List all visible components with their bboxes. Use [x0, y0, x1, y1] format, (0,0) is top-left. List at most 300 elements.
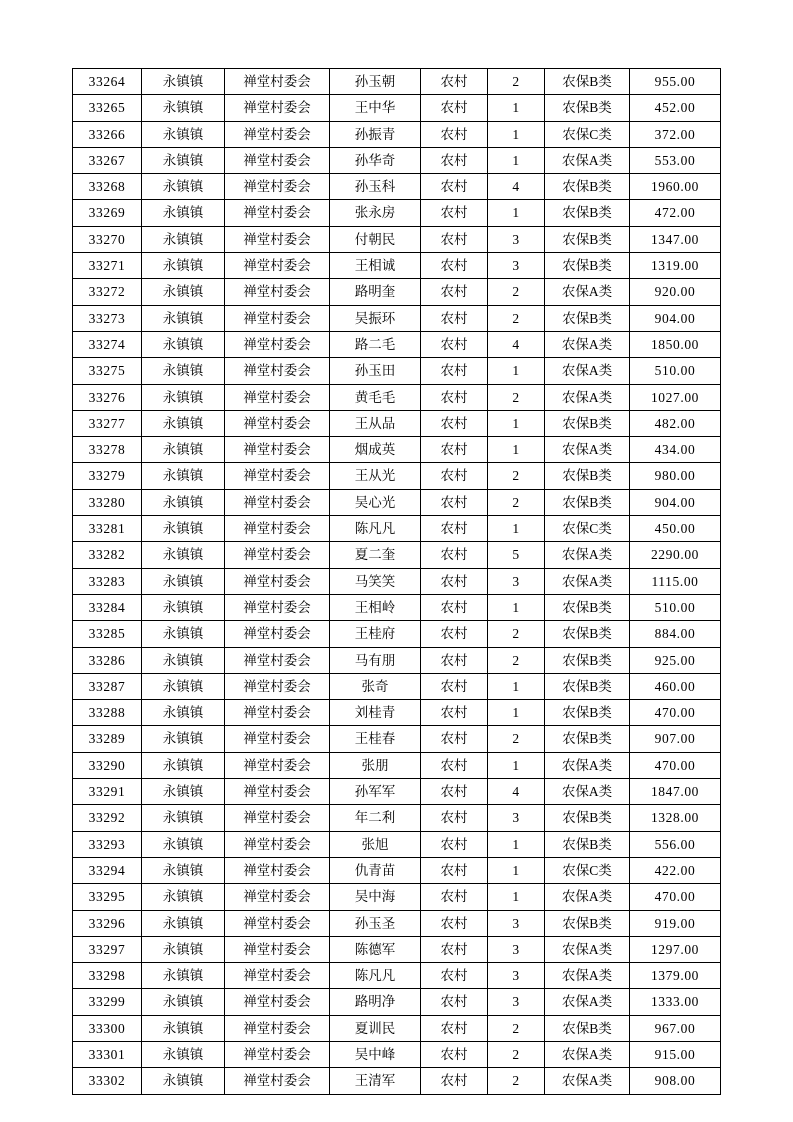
- cell-category: 农保B类: [545, 805, 630, 831]
- cell-village: 禅堂村委会: [225, 69, 330, 95]
- cell-village: 禅堂村委会: [225, 516, 330, 542]
- cell-amount: 904.00: [630, 305, 721, 331]
- cell-count: 4: [488, 331, 545, 357]
- cell-id: 33265: [73, 95, 142, 121]
- cell-village: 禅堂村委会: [225, 95, 330, 121]
- cell-category: 农保C类: [545, 121, 630, 147]
- cell-village: 禅堂村委会: [225, 542, 330, 568]
- cell-type: 农村: [421, 857, 488, 883]
- cell-id: 33272: [73, 279, 142, 305]
- cell-count: 1: [488, 831, 545, 857]
- cell-type: 农村: [421, 253, 488, 279]
- cell-id: 33274: [73, 331, 142, 357]
- cell-town: 永镇镇: [142, 305, 225, 331]
- table-row: [73, 989, 721, 1015]
- cell-town: 永镇镇: [142, 700, 225, 726]
- cell-town: 永镇镇: [142, 568, 225, 594]
- cell-name: 王从光: [330, 463, 421, 489]
- cell-type: 农村: [421, 805, 488, 831]
- cell-town: 永镇镇: [142, 779, 225, 805]
- cell-name: 王中华: [330, 95, 421, 121]
- cell-town: 永镇镇: [142, 121, 225, 147]
- cell-category: 农保A类: [545, 542, 630, 568]
- cell-village: 禅堂村委会: [225, 752, 330, 778]
- cell-amount: 1027.00: [630, 384, 721, 410]
- cell-name: 孙玉田: [330, 358, 421, 384]
- cell-count: 1: [488, 594, 545, 620]
- cell-name: 张旭: [330, 831, 421, 857]
- cell-category: 农保B类: [545, 95, 630, 121]
- cell-id: 33264: [73, 69, 142, 95]
- cell-name: 吴中峰: [330, 1041, 421, 1067]
- cell-category: 农保C类: [545, 857, 630, 883]
- cell-type: 农村: [421, 69, 488, 95]
- cell-category: 农保B类: [545, 305, 630, 331]
- cell-amount: 1297.00: [630, 936, 721, 962]
- table-row: [73, 1015, 721, 1041]
- cell-type: 农村: [421, 331, 488, 357]
- cell-category: 农保B类: [545, 673, 630, 699]
- table-row: [73, 147, 721, 173]
- cell-type: 农村: [421, 910, 488, 936]
- cell-category: 农保A类: [545, 358, 630, 384]
- cell-category: 农保B类: [545, 910, 630, 936]
- cell-type: 农村: [421, 831, 488, 857]
- cell-village: 禅堂村委会: [225, 1068, 330, 1094]
- cell-amount: 470.00: [630, 884, 721, 910]
- cell-name: 王相诚: [330, 253, 421, 279]
- table-row: [73, 884, 721, 910]
- table-row: [73, 752, 721, 778]
- table-row: [73, 279, 721, 305]
- table-row: [73, 700, 721, 726]
- cell-id: 33292: [73, 805, 142, 831]
- cell-id: 33288: [73, 700, 142, 726]
- cell-village: 禅堂村委会: [225, 200, 330, 226]
- cell-count: 1: [488, 410, 545, 436]
- cell-type: 农村: [421, 726, 488, 752]
- cell-category: 农保A类: [545, 279, 630, 305]
- cell-name: 烟成英: [330, 437, 421, 463]
- cell-town: 永镇镇: [142, 410, 225, 436]
- cell-amount: 907.00: [630, 726, 721, 752]
- cell-village: 禅堂村委会: [225, 647, 330, 673]
- cell-id: 33297: [73, 936, 142, 962]
- table-row: [73, 831, 721, 857]
- cell-type: 农村: [421, 305, 488, 331]
- cell-type: 农村: [421, 989, 488, 1015]
- cell-town: 永镇镇: [142, 516, 225, 542]
- table-row: [73, 253, 721, 279]
- cell-village: 禅堂村委会: [225, 884, 330, 910]
- cell-count: 1: [488, 752, 545, 778]
- cell-name: 夏二奎: [330, 542, 421, 568]
- cell-name: 孙军军: [330, 779, 421, 805]
- cell-count: 2: [488, 463, 545, 489]
- cell-count: 1: [488, 358, 545, 384]
- cell-category: 农保B类: [545, 1015, 630, 1041]
- table-row: [73, 174, 721, 200]
- cell-town: 永镇镇: [142, 226, 225, 252]
- cell-category: 农保B类: [545, 700, 630, 726]
- table-row: [73, 69, 721, 95]
- cell-town: 永镇镇: [142, 831, 225, 857]
- cell-type: 农村: [421, 621, 488, 647]
- cell-count: 2: [488, 1041, 545, 1067]
- cell-name: 孙玉科: [330, 174, 421, 200]
- cell-type: 农村: [421, 200, 488, 226]
- cell-name: 夏训民: [330, 1015, 421, 1041]
- cell-type: 农村: [421, 489, 488, 515]
- cell-village: 禅堂村委会: [225, 253, 330, 279]
- table-row: [73, 489, 721, 515]
- cell-type: 农村: [421, 516, 488, 542]
- cell-amount: 2290.00: [630, 542, 721, 568]
- cell-count: 2: [488, 489, 545, 515]
- table-row: [73, 857, 721, 883]
- table-row: [73, 437, 721, 463]
- cell-town: 永镇镇: [142, 673, 225, 699]
- cell-name: 陈凡凡: [330, 516, 421, 542]
- cell-id: 33266: [73, 121, 142, 147]
- cell-count: 3: [488, 910, 545, 936]
- cell-type: 农村: [421, 121, 488, 147]
- cell-count: 2: [488, 621, 545, 647]
- cell-category: 农保B类: [545, 410, 630, 436]
- cell-village: 禅堂村委会: [225, 700, 330, 726]
- cell-id: 33296: [73, 910, 142, 936]
- cell-name: 年二利: [330, 805, 421, 831]
- cell-amount: 434.00: [630, 437, 721, 463]
- cell-amount: 925.00: [630, 647, 721, 673]
- cell-village: 禅堂村委会: [225, 936, 330, 962]
- cell-village: 禅堂村委会: [225, 963, 330, 989]
- cell-amount: 919.00: [630, 910, 721, 936]
- cell-village: 禅堂村委会: [225, 174, 330, 200]
- table-row: [73, 358, 721, 384]
- cell-town: 永镇镇: [142, 69, 225, 95]
- cell-name: 吴中海: [330, 884, 421, 910]
- cell-town: 永镇镇: [142, 174, 225, 200]
- cell-town: 永镇镇: [142, 1041, 225, 1067]
- cell-category: 农保A类: [545, 1041, 630, 1067]
- cell-category: 农保A类: [545, 1068, 630, 1094]
- cell-amount: 908.00: [630, 1068, 721, 1094]
- table-row: [73, 331, 721, 357]
- cell-count: 1: [488, 95, 545, 121]
- table-row: [73, 568, 721, 594]
- cell-town: 永镇镇: [142, 253, 225, 279]
- table-row: [73, 1041, 721, 1067]
- table-row: [73, 384, 721, 410]
- cell-village: 禅堂村委会: [225, 489, 330, 515]
- cell-category: 农保A类: [545, 884, 630, 910]
- cell-id: 33284: [73, 594, 142, 620]
- cell-id: 33291: [73, 779, 142, 805]
- cell-type: 农村: [421, 647, 488, 673]
- table-row: [73, 963, 721, 989]
- cell-type: 农村: [421, 542, 488, 568]
- cell-category: 农保A类: [545, 779, 630, 805]
- cell-id: 33289: [73, 726, 142, 752]
- cell-amount: 472.00: [630, 200, 721, 226]
- cell-village: 禅堂村委会: [225, 410, 330, 436]
- cell-id: 33279: [73, 463, 142, 489]
- cell-amount: 1850.00: [630, 331, 721, 357]
- cell-count: 1: [488, 673, 545, 699]
- cell-amount: 967.00: [630, 1015, 721, 1041]
- cell-town: 永镇镇: [142, 463, 225, 489]
- cell-id: 33294: [73, 857, 142, 883]
- cell-id: 33273: [73, 305, 142, 331]
- table-row: [73, 805, 721, 831]
- cell-amount: 1379.00: [630, 963, 721, 989]
- cell-town: 永镇镇: [142, 857, 225, 883]
- cell-type: 农村: [421, 463, 488, 489]
- cell-village: 禅堂村委会: [225, 147, 330, 173]
- cell-name: 付朝民: [330, 226, 421, 252]
- cell-count: 3: [488, 805, 545, 831]
- cell-type: 农村: [421, 1015, 488, 1041]
- cell-id: 33287: [73, 673, 142, 699]
- cell-category: 农保B类: [545, 69, 630, 95]
- cell-id: 33286: [73, 647, 142, 673]
- table-row: [73, 200, 721, 226]
- cell-name: 王清军: [330, 1068, 421, 1094]
- cell-count: 2: [488, 1068, 545, 1094]
- cell-id: 33270: [73, 226, 142, 252]
- cell-town: 永镇镇: [142, 489, 225, 515]
- cell-amount: 460.00: [630, 673, 721, 699]
- cell-amount: 1333.00: [630, 989, 721, 1015]
- cell-category: 农保A类: [545, 989, 630, 1015]
- cell-count: 3: [488, 253, 545, 279]
- cell-type: 农村: [421, 437, 488, 463]
- cell-id: 33275: [73, 358, 142, 384]
- cell-count: 3: [488, 226, 545, 252]
- cell-type: 农村: [421, 147, 488, 173]
- cell-town: 永镇镇: [142, 936, 225, 962]
- cell-village: 禅堂村委会: [225, 1041, 330, 1067]
- cell-category: 农保B类: [545, 594, 630, 620]
- cell-village: 禅堂村委会: [225, 910, 330, 936]
- cell-village: 禅堂村委会: [225, 437, 330, 463]
- table-row: [73, 910, 721, 936]
- table-row: [73, 673, 721, 699]
- cell-type: 农村: [421, 568, 488, 594]
- cell-name: 刘桂青: [330, 700, 421, 726]
- cell-amount: 1115.00: [630, 568, 721, 594]
- cell-amount: 1960.00: [630, 174, 721, 200]
- cell-id: 33277: [73, 410, 142, 436]
- cell-type: 农村: [421, 594, 488, 620]
- cell-name: 黄毛毛: [330, 384, 421, 410]
- cell-category: 农保B类: [545, 226, 630, 252]
- cell-count: 4: [488, 779, 545, 805]
- cell-id: 33290: [73, 752, 142, 778]
- cell-name: 王桂府: [330, 621, 421, 647]
- cell-town: 永镇镇: [142, 647, 225, 673]
- cell-amount: 510.00: [630, 358, 721, 384]
- cell-category: 农保A类: [545, 384, 630, 410]
- cell-id: 33280: [73, 489, 142, 515]
- cell-village: 禅堂村委会: [225, 121, 330, 147]
- cell-name: 马有朋: [330, 647, 421, 673]
- cell-count: 1: [488, 121, 545, 147]
- cell-type: 农村: [421, 226, 488, 252]
- table-row: [73, 226, 721, 252]
- cell-id: 33295: [73, 884, 142, 910]
- cell-count: 2: [488, 69, 545, 95]
- cell-id: 33298: [73, 963, 142, 989]
- cell-category: 农保A类: [545, 437, 630, 463]
- cell-amount: 1847.00: [630, 779, 721, 805]
- cell-village: 禅堂村委会: [225, 305, 330, 331]
- cell-amount: 450.00: [630, 516, 721, 542]
- cell-type: 农村: [421, 884, 488, 910]
- cell-id: 33268: [73, 174, 142, 200]
- cell-village: 禅堂村委会: [225, 279, 330, 305]
- cell-town: 永镇镇: [142, 147, 225, 173]
- cell-count: 2: [488, 305, 545, 331]
- cell-town: 永镇镇: [142, 726, 225, 752]
- cell-id: 33269: [73, 200, 142, 226]
- cell-amount: 1328.00: [630, 805, 721, 831]
- cell-name: 马笑笑: [330, 568, 421, 594]
- cell-count: 2: [488, 726, 545, 752]
- cell-type: 农村: [421, 700, 488, 726]
- cell-village: 禅堂村委会: [225, 989, 330, 1015]
- cell-name: 孙振青: [330, 121, 421, 147]
- cell-id: 33283: [73, 568, 142, 594]
- cell-town: 永镇镇: [142, 1068, 225, 1094]
- table-row: [73, 647, 721, 673]
- cell-town: 永镇镇: [142, 963, 225, 989]
- cell-type: 农村: [421, 936, 488, 962]
- cell-category: 农保B类: [545, 174, 630, 200]
- table-row: [73, 410, 721, 436]
- table-row: [73, 542, 721, 568]
- cell-category: 农保A类: [545, 147, 630, 173]
- table-row: [73, 463, 721, 489]
- cell-village: 禅堂村委会: [225, 331, 330, 357]
- cell-name: 孙玉朝: [330, 69, 421, 95]
- cell-id: 33293: [73, 831, 142, 857]
- cell-town: 永镇镇: [142, 279, 225, 305]
- cell-amount: 1319.00: [630, 253, 721, 279]
- cell-amount: 904.00: [630, 489, 721, 515]
- cell-category: 农保B类: [545, 489, 630, 515]
- cell-category: 农保B类: [545, 621, 630, 647]
- cell-count: 1: [488, 857, 545, 883]
- cell-id: 33276: [73, 384, 142, 410]
- cell-amount: 884.00: [630, 621, 721, 647]
- cell-category: 农保C类: [545, 516, 630, 542]
- cell-name: 陈德军: [330, 936, 421, 962]
- cell-name: 张奇: [330, 673, 421, 699]
- cell-category: 农保B类: [545, 253, 630, 279]
- cell-town: 永镇镇: [142, 437, 225, 463]
- table-row: [73, 516, 721, 542]
- cell-town: 永镇镇: [142, 200, 225, 226]
- cell-type: 农村: [421, 358, 488, 384]
- cell-name: 路明奎: [330, 279, 421, 305]
- cell-type: 农村: [421, 1041, 488, 1067]
- cell-type: 农村: [421, 673, 488, 699]
- cell-count: 3: [488, 568, 545, 594]
- cell-town: 永镇镇: [142, 95, 225, 121]
- cell-id: 33267: [73, 147, 142, 173]
- table-row: [73, 305, 721, 331]
- cell-count: 1: [488, 700, 545, 726]
- cell-amount: 510.00: [630, 594, 721, 620]
- cell-category: 农保A类: [545, 331, 630, 357]
- cell-name: 孙玉圣: [330, 910, 421, 936]
- cell-village: 禅堂村委会: [225, 831, 330, 857]
- cell-type: 农村: [421, 95, 488, 121]
- cell-amount: 920.00: [630, 279, 721, 305]
- cell-count: 3: [488, 989, 545, 1015]
- cell-village: 禅堂村委会: [225, 857, 330, 883]
- cell-name: 陈凡凡: [330, 963, 421, 989]
- cell-amount: 470.00: [630, 752, 721, 778]
- cell-town: 永镇镇: [142, 989, 225, 1015]
- cell-id: 33281: [73, 516, 142, 542]
- cell-amount: 482.00: [630, 410, 721, 436]
- cell-id: 33278: [73, 437, 142, 463]
- table-row: [73, 779, 721, 805]
- cell-count: 1: [488, 516, 545, 542]
- table-row: [73, 1068, 721, 1094]
- cell-count: 3: [488, 936, 545, 962]
- cell-name: 张永房: [330, 200, 421, 226]
- cell-town: 永镇镇: [142, 752, 225, 778]
- cell-amount: 470.00: [630, 700, 721, 726]
- cell-amount: 372.00: [630, 121, 721, 147]
- cell-town: 永镇镇: [142, 805, 225, 831]
- cell-amount: 915.00: [630, 1041, 721, 1067]
- cell-village: 禅堂村委会: [225, 1015, 330, 1041]
- cell-type: 农村: [421, 384, 488, 410]
- cell-town: 永镇镇: [142, 384, 225, 410]
- cell-village: 禅堂村委会: [225, 226, 330, 252]
- cell-count: 2: [488, 279, 545, 305]
- table-body: [73, 69, 721, 1095]
- cell-id: 33299: [73, 989, 142, 1015]
- cell-id: 33285: [73, 621, 142, 647]
- cell-village: 禅堂村委会: [225, 673, 330, 699]
- cell-village: 禅堂村委会: [225, 726, 330, 752]
- cell-village: 禅堂村委会: [225, 384, 330, 410]
- cell-village: 禅堂村委会: [225, 594, 330, 620]
- cell-type: 农村: [421, 410, 488, 436]
- cell-category: 农保B类: [545, 647, 630, 673]
- cell-category: 农保A类: [545, 936, 630, 962]
- cell-category: 农保B类: [545, 831, 630, 857]
- cell-village: 禅堂村委会: [225, 621, 330, 647]
- cell-category: 农保B类: [545, 200, 630, 226]
- cell-name: 路二毛: [330, 331, 421, 357]
- cell-village: 禅堂村委会: [225, 805, 330, 831]
- table-row: [73, 726, 721, 752]
- cell-name: 路明净: [330, 989, 421, 1015]
- table-row: [73, 121, 721, 147]
- cell-count: 1: [488, 147, 545, 173]
- cell-amount: 955.00: [630, 69, 721, 95]
- cell-id: 33282: [73, 542, 142, 568]
- cell-category: 农保A类: [545, 963, 630, 989]
- cell-type: 农村: [421, 1068, 488, 1094]
